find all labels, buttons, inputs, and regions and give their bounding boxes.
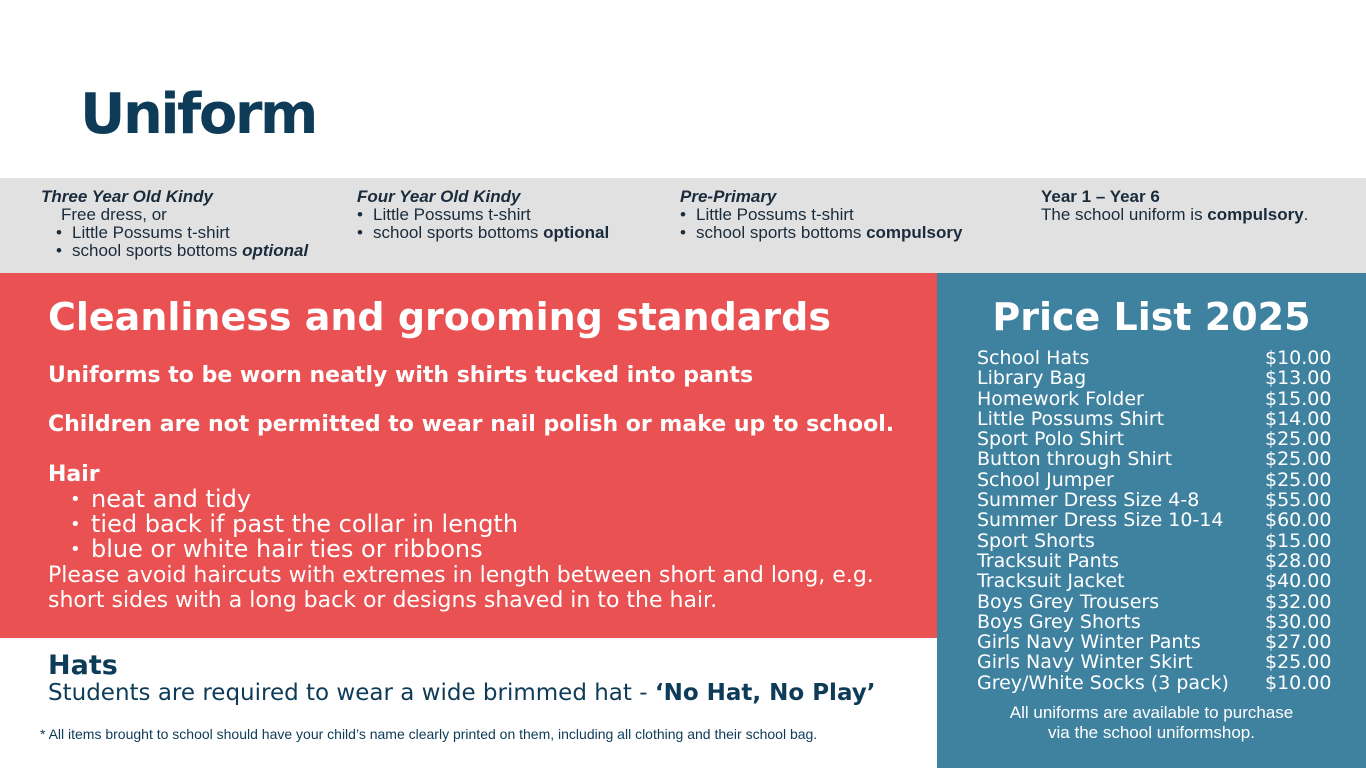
page-title: Uniform	[80, 82, 316, 147]
price-item-name: Library Bag	[977, 367, 1087, 390]
name-label-footnote: * All items brought to school should have your child’s name clearly printed on them, including all clothing and their school bag.	[40, 726, 818, 742]
price-item-name: Tracksuit Jacket	[977, 570, 1125, 593]
price-row	[977, 448, 1332, 471]
price-item-price: $25.00	[1265, 448, 1332, 471]
compulsory-label: compulsory	[1207, 205, 1304, 224]
price-item-name: Summer Dress Size 4-8	[977, 489, 1200, 512]
price-item-price: $10.00	[1265, 671, 1332, 694]
year-1-6-heading: Year 1 – Year 6	[1041, 187, 1160, 206]
list-item: • neat and tidy	[48, 487, 518, 512]
price-item-price: $10.00	[1265, 347, 1332, 369]
price-row	[977, 489, 1332, 512]
year-1-6-column	[1041, 188, 1308, 224]
list-item: • tied back if past the collar in length	[48, 512, 518, 537]
price-item-name: Girls Navy Winter Skirt	[977, 651, 1193, 674]
price-list-panel	[937, 273, 1366, 768]
price-row	[977, 651, 1332, 674]
pre-primary-heading: Pre-Primary	[680, 187, 777, 206]
price-list-heading: Price List 2025	[992, 295, 1311, 339]
price-item-name: Little Possums Shirt	[977, 407, 1165, 430]
price-item-price: $25.00	[1265, 428, 1332, 451]
price-list-note	[937, 703, 1366, 743]
haircut-note: Please avoid haircuts with extremes in length between short and long, e.g. short sides with a long back or designs shaved in to the hair.	[48, 563, 874, 613]
price-item-price: $55.00	[1265, 489, 1332, 512]
grooming-standards-panel	[0, 273, 937, 638]
price-row	[977, 367, 1332, 390]
price-row	[977, 671, 1332, 694]
price-item-name: Homework Folder	[977, 387, 1144, 410]
price-item-name: School Jumper	[977, 468, 1114, 491]
price-item-name: Boys Grey Trousers	[977, 590, 1160, 613]
price-row	[977, 468, 1332, 491]
price-item-price: $32.00	[1265, 590, 1332, 613]
list-item: • school sports bottoms compulsory	[665, 224, 962, 242]
price-item-price: $15.00	[1265, 529, 1332, 552]
price-item-name: Sport Shorts	[977, 529, 1095, 552]
grooming-nail-polish-rule: Children are not permitted to wear nail polish or make up to school.	[48, 412, 895, 437]
price-row	[977, 509, 1332, 532]
price-item-name: Summer Dress Size 10-14	[977, 509, 1224, 532]
hair-rules-list	[48, 487, 518, 562]
price-item-price: $25.00	[1265, 651, 1332, 674]
price-row	[977, 529, 1332, 552]
grooming-uniform-rule: Uniforms to be worn neatly with shirts tucked into pants	[48, 363, 754, 388]
grooming-heading: Cleanliness and grooming standards	[48, 295, 831, 339]
hair-heading: Hair	[48, 462, 100, 487]
price-row	[977, 610, 1332, 633]
list-item: • Little Possums t-shirt	[41, 224, 308, 242]
compulsory-label: compulsory	[866, 223, 963, 242]
list-item: • school sports bottoms optional	[41, 242, 308, 260]
price-item-price: $40.00	[1265, 570, 1332, 593]
price-item-price: $60.00	[1265, 509, 1332, 532]
four-year-kindy-column	[357, 188, 609, 242]
optional-label: optional	[242, 241, 309, 260]
three-year-kindy-list	[41, 224, 308, 260]
three-year-kindy-heading: Three Year Old Kindy	[41, 187, 213, 206]
four-year-kindy-list	[342, 206, 609, 242]
price-row	[977, 407, 1332, 430]
price-note-line: via the school uniformshop.	[1048, 723, 1255, 742]
price-item-name: School Hats	[977, 347, 1090, 369]
price-item-price: $15.00	[1265, 387, 1332, 410]
price-item-price: $30.00	[1265, 610, 1332, 633]
price-item-name: Sport Polo Shirt	[977, 428, 1125, 451]
four-year-kindy-heading: Four Year Old Kindy	[357, 187, 521, 206]
three-year-kindy-column	[41, 188, 308, 260]
price-row	[977, 347, 1332, 369]
hats-heading: Hats	[48, 650, 118, 681]
list-item: • Little Possums t-shirt	[342, 206, 609, 224]
pre-primary-column	[680, 188, 962, 242]
price-row	[977, 631, 1332, 654]
price-item-price: $27.00	[1265, 631, 1332, 654]
price-item-name: Button through Shirt	[977, 448, 1173, 471]
price-item-price: $14.00	[1265, 407, 1332, 430]
price-row	[977, 428, 1332, 451]
price-list-table	[977, 347, 1332, 694]
three-year-kindy-intro: Free dress, or	[61, 205, 167, 224]
list-item: • blue or white hair ties or ribbons	[48, 537, 518, 562]
price-row	[977, 549, 1332, 572]
optional-label: optional	[543, 223, 610, 242]
price-row	[977, 590, 1332, 613]
price-item-name: Tracksuit Pants	[977, 549, 1120, 572]
price-item-name: Girls Navy Winter Pants	[977, 631, 1201, 654]
year-1-6-text: The school uniform is compulsory.	[1041, 205, 1309, 224]
price-item-name: Grey/White Socks (3 pack)	[977, 671, 1229, 694]
hats-text: Students are required to wear a wide brimmed hat - ‘No Hat, No Play’	[48, 680, 876, 706]
price-item-price: $25.00	[1265, 468, 1332, 491]
no-hat-no-play-label: ‘No Hat, No Play’	[654, 680, 876, 706]
price-note-line: All uniforms are available to purchase	[1009, 703, 1294, 722]
price-row	[977, 570, 1332, 593]
list-item: • Little Possums t-shirt	[665, 206, 962, 224]
price-item-name: Boys Grey Shorts	[977, 610, 1141, 633]
price-item-price: $13.00	[1265, 367, 1332, 390]
list-item: • school sports bottoms optional	[342, 224, 609, 242]
price-row	[977, 387, 1332, 410]
year-levels-band	[0, 178, 1366, 273]
price-item-price: $28.00	[1265, 549, 1332, 572]
pre-primary-list	[665, 206, 962, 242]
